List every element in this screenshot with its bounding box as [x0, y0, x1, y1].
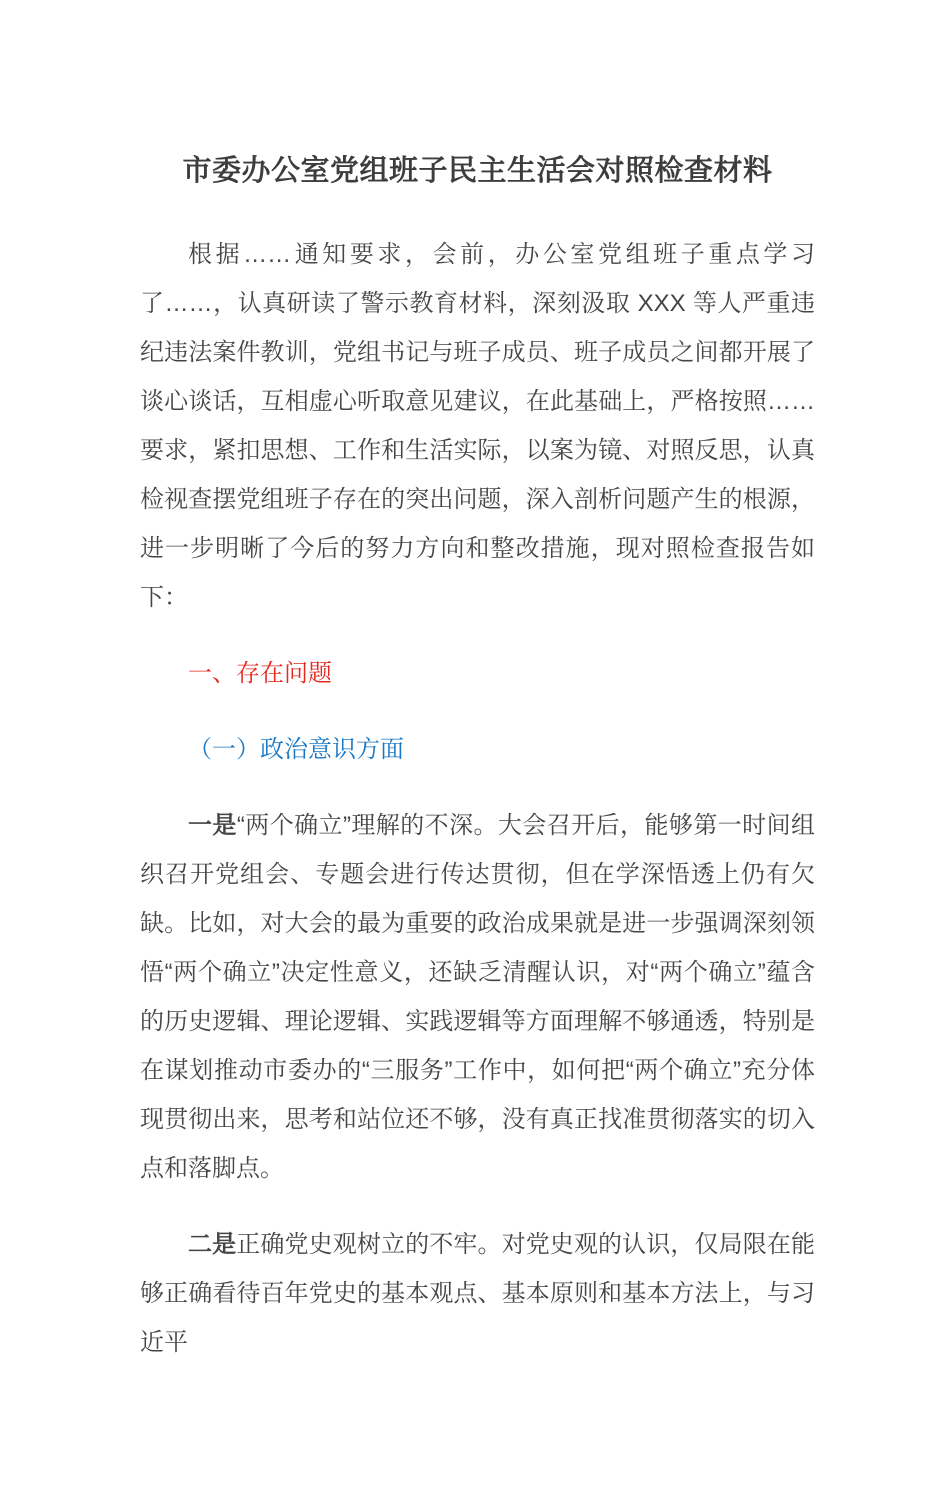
document-title: 市委办公室党组班子民主生活会对照检查材料: [182, 155, 773, 187]
item-paragraph-2: [140, 1220, 815, 1367]
item-1-lead: 一是: [188, 812, 237, 839]
item-2-text: 正确党史观树立的不牢。对党史观的认识，仅局限在能够正确看待百年党史的基本观点、基本原则和基本方法上，与习近平: [140, 1231, 816, 1356]
section-heading-existing-problems: 一、存在问题: [188, 660, 332, 687]
item-paragraph-1: [140, 801, 815, 1193]
subsection-heading-political-awareness: （一）政治意识方面: [188, 736, 404, 763]
item-1-text: “两个确立”理解的不深。大会召开后，能够第一时间组织召开党组会、专题会进行传达贯彻，但在学深悟透上仍有欠缺。比如，对大会的最为重要的政治成果就是进一步强调深刻领悟“两个确立”决定性意义，还缺乏清醒认识，对“两个确立”蕴含的历史逻辑、理论逻辑、实践逻辑等方面理解不够通透，特别是在谋划推动市委办的“三服务”工作中，如何把“两个确立”充分体现贯彻出来，思考和站位还不够，没有真正找准贯彻落实的切入点和落脚点。: [140, 812, 816, 1182]
item-2-lead: 二是: [188, 1231, 237, 1258]
document-page: [0, 150, 950, 1494]
intro-paragraph: 根据……通知要求，会前，办公室党组班子重点学习了……，认真研读了警示教育材料，深刻汲取 XXX 等人严重违纪违法案件教训，党组书记与班子成员、班子成员之间都开展了谈心谈话，互相虚心听取意见建议，在此基础上，严格按照……要求，紧扣思想、工作和生活实际，以案为镜、对照反思，认真检视查摆党组班子存在的突出问题，深入剖析问题产生的根源，进一步明晰了今后的努力方向和整改措施，现对照检查报告如下：: [140, 241, 815, 611]
